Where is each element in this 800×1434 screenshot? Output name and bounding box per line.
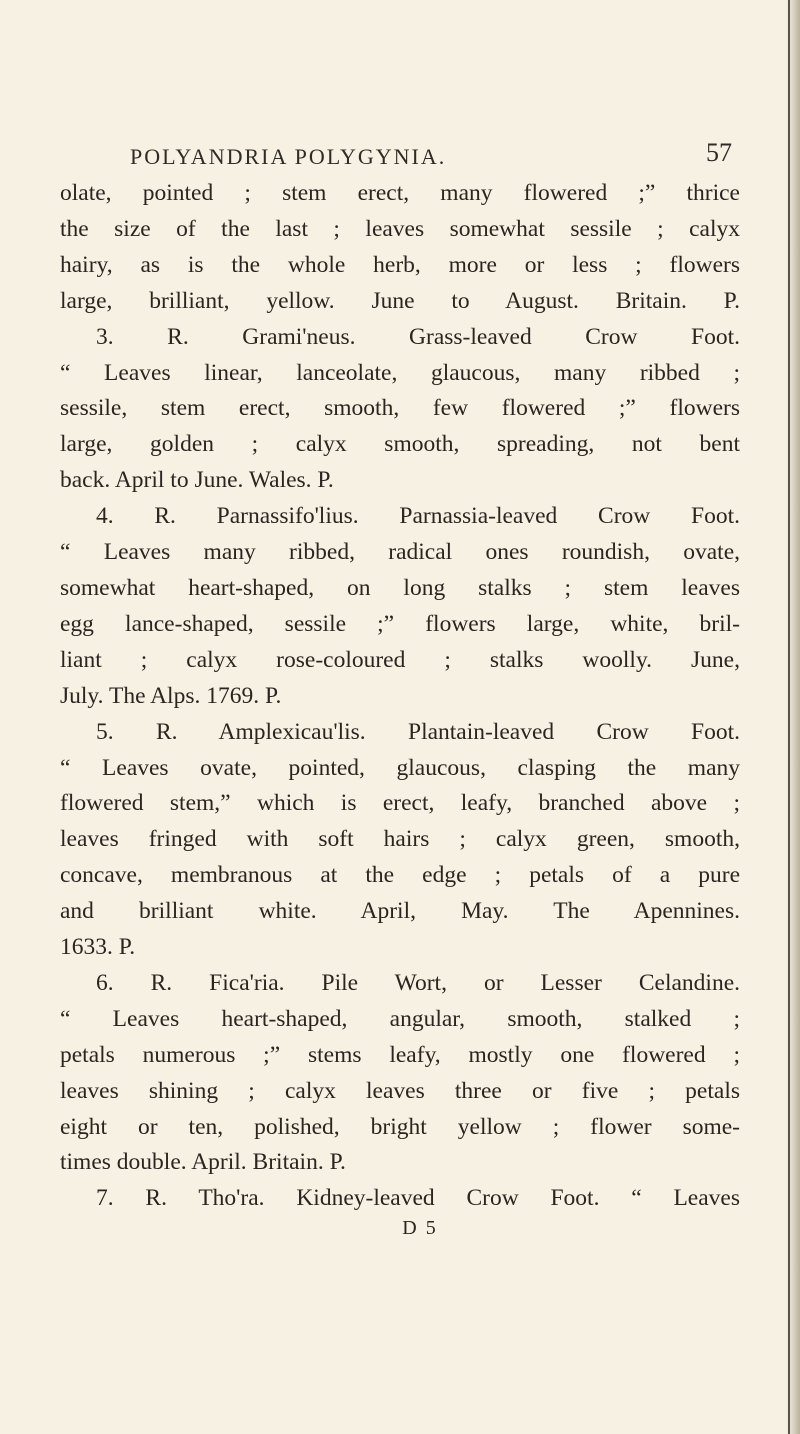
- text-line: large, brilliant, yellow. June to August. Britain. P.: [60, 287, 740, 314]
- species-heading: 5. R. Amplexicau'lis. Plantain-leaved Crow Foot.: [96, 718, 740, 745]
- text-line: sessile, stem erect, smooth, few flowered ;” flowers: [60, 395, 740, 422]
- text-line: and brilliant white. April, May. The Apennines.: [60, 898, 740, 925]
- text-line: somewhat heart-shaped, on long stalks ; stem leaves: [60, 574, 740, 601]
- text-line: petals numerous ;” stems leafy, mostly one flowered ;: [60, 1041, 740, 1068]
- text-line: July. The Alps. 1769. P.: [60, 682, 282, 709]
- body-text: [60, 176, 740, 1217]
- species-heading: 3. R. Grami'neus. Grass-leaved Crow Foot.: [96, 323, 740, 350]
- text-line: “ Leaves ovate, pointed, glaucous, clasping the many: [60, 754, 740, 781]
- text-line: large, golden ; calyx smooth, spreading, not bent: [60, 431, 740, 458]
- text-line: olate, pointed ; stem erect, many flowered ;” thrice: [60, 180, 740, 206]
- text-line: times double. April. Britain. P.: [60, 1149, 346, 1176]
- text-line: eight or ten, polished, bright yellow ; flower some-: [60, 1113, 740, 1140]
- page-number: 57: [706, 138, 732, 167]
- page-header: [60, 136, 740, 176]
- species-heading: 7. R. Tho'ra. Kidney-leaved Crow Foot. “ Leaves: [96, 1185, 740, 1212]
- text-line: 1633. P.: [60, 934, 136, 961]
- text-line: liant ; calyx rose-coloured ; stalks woolly. June,: [60, 646, 740, 673]
- text-line: “ Leaves many ribbed, radical ones roundish, ovate,: [60, 539, 740, 566]
- species-heading: 6. R. Fica'ria. Pile Wort, or Lesser Celandine.: [96, 969, 740, 996]
- species-heading: 4. R. Parnassifo'lius. Parnassia-leaved Crow Foot.: [96, 503, 740, 530]
- text-line: “ Leaves linear, lanceolate, glaucous, many ribbed ;: [60, 359, 740, 386]
- text-line: leaves fringed with soft hairs ; calyx green, smooth,: [60, 826, 740, 853]
- text-line: flowered stem,” which is erect, leafy, branched above ;: [60, 790, 740, 817]
- text-line: concave, membranous at the edge ; petals of a pure: [60, 862, 740, 889]
- page-edge-line: [788, 0, 790, 1434]
- text-line: hairy, as is the whole herb, more or less ; flowers: [60, 251, 740, 278]
- text-line: leaves shining ; calyx leaves three or five ; petals: [60, 1077, 740, 1104]
- book-page: [60, 136, 740, 1240]
- text-line: “ Leaves heart-shaped, angular, smooth, stalked ;: [60, 1005, 740, 1032]
- text-line: the size of the last ; leaves somewhat sessile ; calyx: [60, 215, 740, 242]
- signature-mark: D 5: [402, 1217, 438, 1240]
- text-line: egg lance-shaped, sessile ;” flowers large, white, bril-: [60, 610, 740, 637]
- running-head: POLYANDRIA POLYGYNIA.: [130, 144, 447, 169]
- text-line: back. April to June. Wales. P.: [60, 467, 334, 494]
